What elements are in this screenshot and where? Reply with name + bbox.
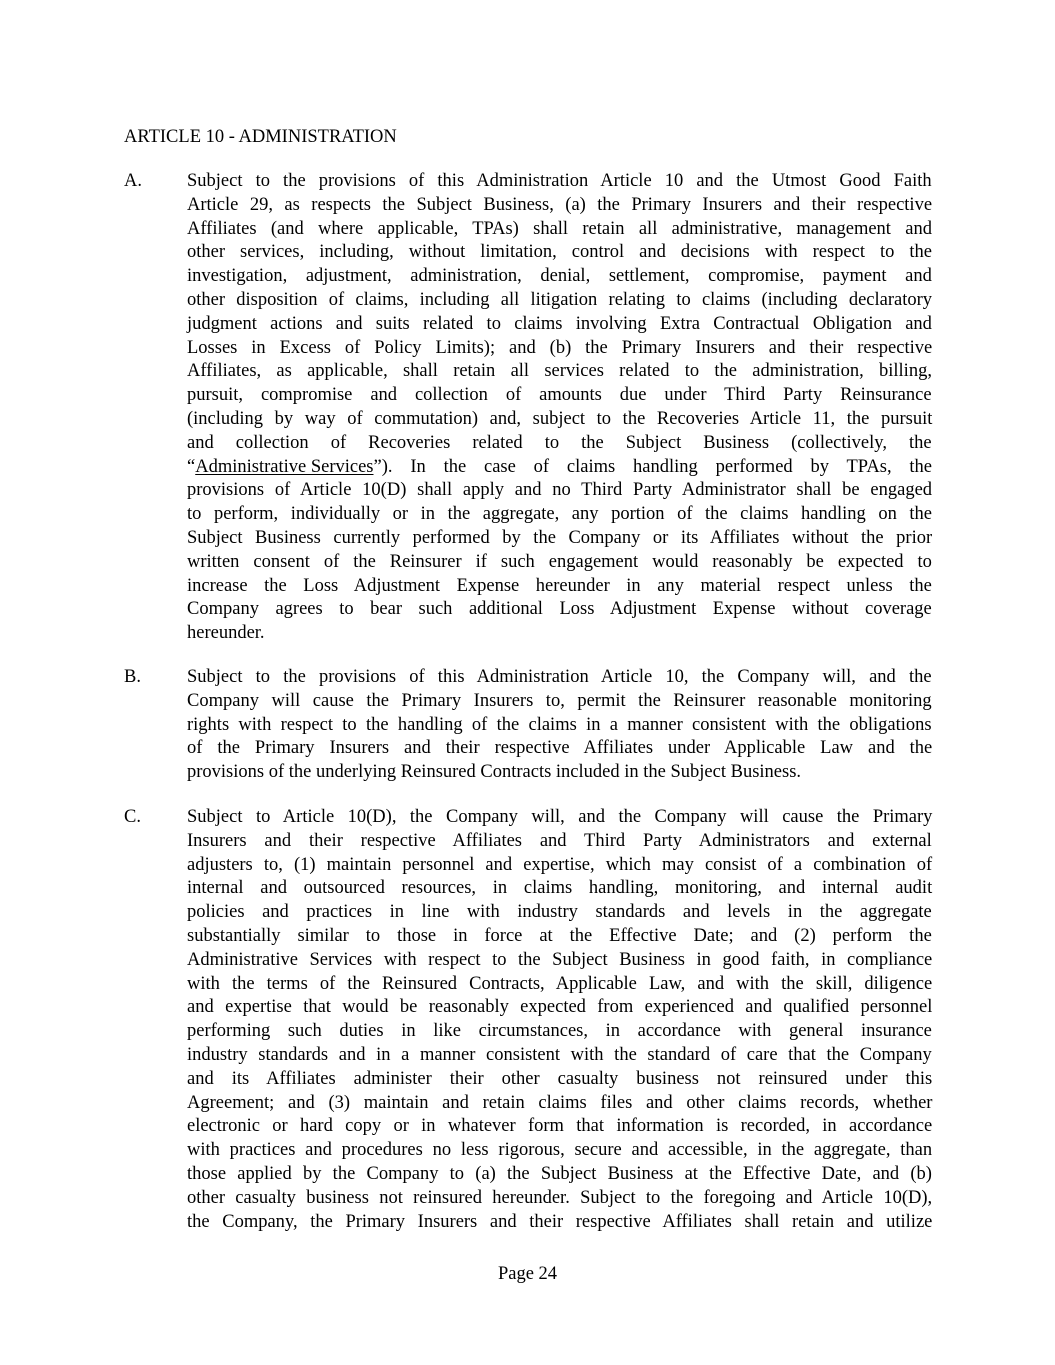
text-line: Company will cause the Primary Insurers to, permit the Reinsurer reasonable monitoring [187,690,932,711]
defined-term-administrative-services: Administrative Services [195,456,374,477]
text-line: the Company, the Primary Insurers and their respective Affiliates shall retain and utilize [187,1211,933,1232]
text-line: Subject to the provisions of this Administration Article 10, the Company will, and the [187,667,932,687]
text-line: adjusters to, (1) maintain personnel and expertise, which may consist of a combination of [187,854,933,875]
text-line: Subject to Article 10(D), the Company will, and the Company will cause the Primary [187,807,933,827]
text-line: Article 29, as respects the Subject Business, (a) the Primary Insurers and their respective [187,194,933,215]
text-line: with the terms of the Reinsured Contracts, Applicable Law, and with the skill, diligence [187,973,933,994]
text-line: (including by way of commutation) and, subject to the Recoveries Article 11, the pursuit [187,408,933,429]
text-line: policies and practices in line with industry standards and levels in the aggregate [187,902,932,923]
paragraph-a-body [187,170,932,646]
paragraph-a-letter: A. [124,171,142,191]
text-line: judgment actions and suits related to claims involving Extra Contractual Obligation and [187,313,932,334]
text-line: pursuit, compromise and collection of amounts due under Third Party Reinsurance [187,385,932,406]
text-line: Agreement; and (3) maintain and retain claims files and other claims records, whether [187,1092,933,1113]
text-line: and its Affiliates administer their other casualty business not reinsured under this [187,1068,933,1089]
text-line: substantially similar to those in force at the Effective Date; and (2) perform the [187,925,932,946]
text-line: of the Primary Insurers and their respective Affiliates under Applicable Law and the [187,738,933,759]
text-line: those applied by the Company to (a) the Subject Business at the Effective Date, and (b) [187,1163,932,1184]
text-line: provisions of the underlying Reinsured Contracts included in the Subject Business. [187,762,802,783]
text-line: with practices and procedures no less rigorous, secure and accessible, in the aggregate, than [187,1140,933,1161]
paragraph-c-letter: C. [124,807,141,827]
text-line: increase the Loss Adjustment Expense hereunder in any material respect unless the [187,575,932,596]
text-line: rights with respect to the handling of the claims in a manner consistent with the obligations [187,714,932,735]
paragraph-b-body [187,666,932,785]
open-quote: “ [187,456,196,477]
text-line: hereunder. [187,623,265,644]
text-line: written consent of the Reinsurer if such engagement would reasonably be expected to [187,551,932,572]
text-line: other services, including, without limitation, control and decisions with respect to the [187,242,932,263]
text-line: Losses in Excess of Policy Limits); and (b) the Primary Insurers and their respective [187,337,933,358]
article-heading: ARTICLE 10 - ADMINISTRATION [124,127,397,147]
text-line: other casualty business not reinsured hereunder. Subject to the foregoing and Article 10(D), [187,1187,933,1208]
text-line: provisions of Article 10(D) shall apply and no Third Party Administrator shall be engaged [187,480,933,501]
text-line-with-defined-term [187,456,932,480]
text-line: to perform, individually or in the aggregate, any portion of the claims handling on the [187,504,932,525]
paragraph-c-body [187,806,932,1234]
text-line: investigation, adjustment, administration, denial, settlement, compromise, payment and [187,266,932,287]
text-line: industry standards and in a manner consistent with the standard of care that the Company [187,1044,932,1065]
text-line: and expertise that would be reasonably expected from experienced and qualified personnel [187,997,933,1018]
page-number: Page 24 [497,1264,558,1284]
text-line: Affiliates, as applicable, shall retain all services related to the administration, billing, [187,361,932,382]
text-line: Affiliates (and where applicable, TPAs) shall retain all administrative, management and [187,218,932,239]
text-line: Subject Business currently performed by the Company or its Affiliates without the prior [187,527,933,548]
paragraph-b-letter: B. [124,667,141,687]
text-line: Company agrees to bear such additional Loss Adjustment Expense without coverage [187,599,932,620]
text-line: Insurers and their respective Affiliates and Third Party Administrators and external [187,830,932,851]
text-line: internal and outsourced resources, in claims handling, monitoring, and internal audit [187,878,933,899]
text-line-remainder: ”). In the case of claims handling performed by TPAs, the [373,456,932,477]
text-line: and collection of Recoveries related to the Subject Business (collectively, the [187,432,932,453]
text-line: electronic or hard copy or in whatever form that information is recorded, in accordance [187,1116,933,1137]
text-line: performing such duties in like circumstances, in accordance with general insurance [187,1021,932,1042]
text-line: other disposition of claims, including all litigation relating to claims (including declaratory [187,289,933,310]
defined-term-group [187,456,374,480]
text-line: Administrative Services with respect to the Subject Business in good faith, in compliance [187,949,933,970]
text-line: Subject to the provisions of this Administration Article 10 and the Utmost Good Faith [187,171,932,191]
